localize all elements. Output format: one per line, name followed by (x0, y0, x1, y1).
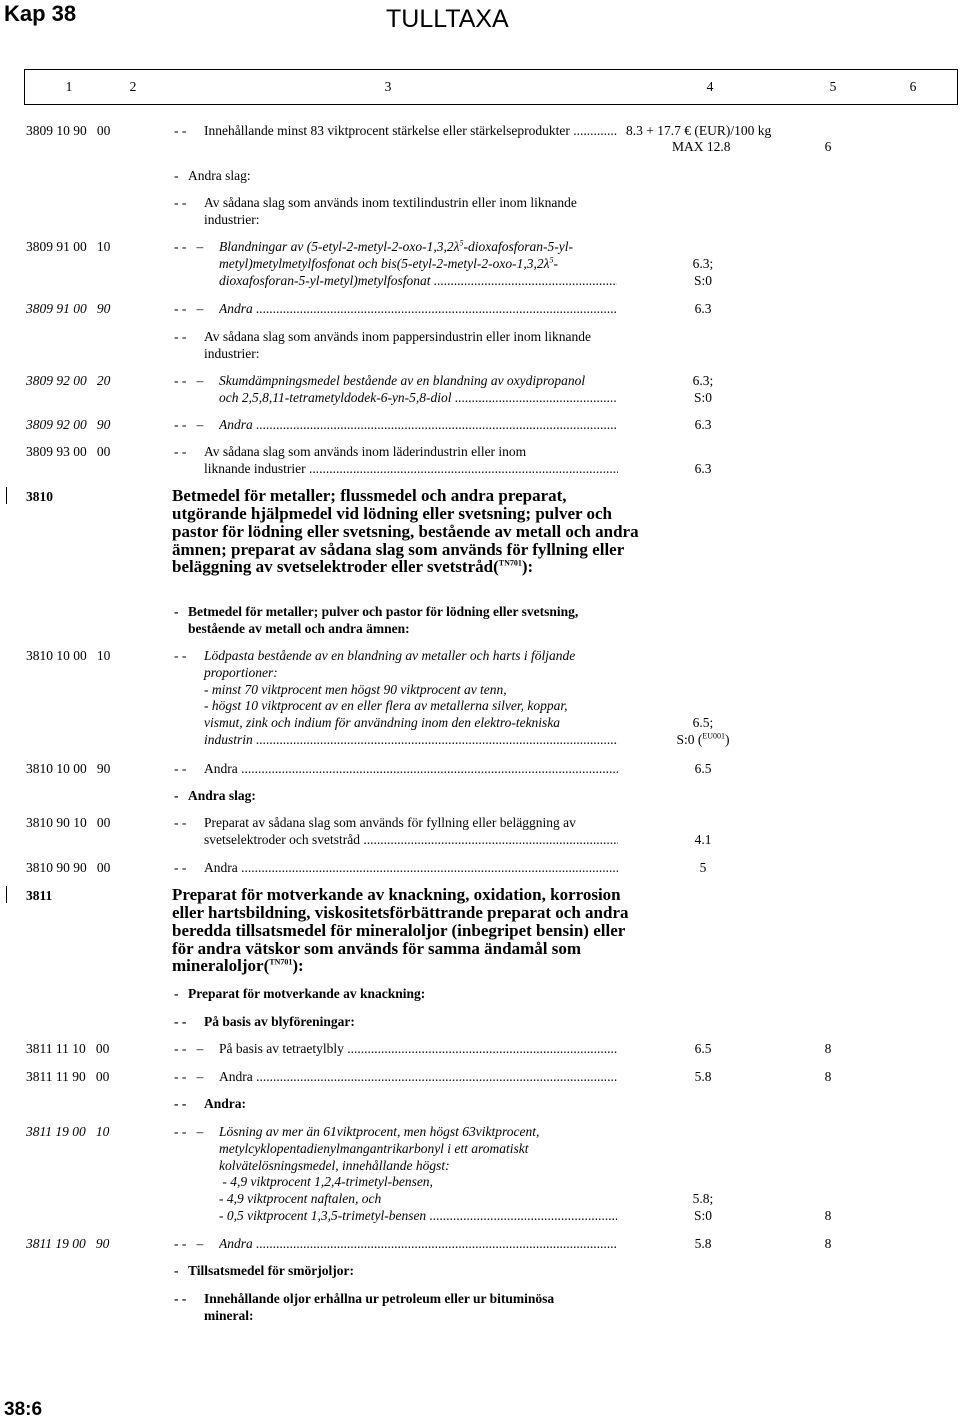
indent-dashes: - (174, 788, 179, 803)
description: - 4,9 viktprocent 1,2,4-trimetyl-bensen, (219, 1174, 433, 1189)
description: Andra ..... (219, 417, 617, 434)
heading-text: Betmedel för metaller; flussmedel och andra preparat, utgörande hjälpmedel vid lödning eller svetsning; pulver och pastor för lödning eller svetsning, bestående av metall och andra ämnen; preparat av sådana slag som används för fyllning eller beläggning av svetselektroder eller svetstråd($^{TN701}$): (172, 486, 639, 577)
column-header-6: 6 (909, 79, 917, 94)
duty-rate-suspension: S:0 (693, 273, 712, 288)
description: Andra ..... (219, 1069, 617, 1086)
description: svetselektroder och svetstråd ..... (204, 832, 618, 849)
column-5-value: 8 (824, 1208, 832, 1223)
tariff-code: 3811 11 90 00 (26, 1069, 110, 1084)
indent-dashes: - - (174, 648, 187, 663)
subheading: bestående av metall och andra ämnen: (188, 621, 410, 636)
duty-rate-suspension: S:0 (693, 390, 712, 405)
description: och 2,5,8,11-tetrametyldodek-6-yn-5,8-diol ..... (219, 390, 617, 407)
heading-code: 3811 (26, 888, 53, 903)
duty-rate: 6.3; (692, 256, 714, 271)
subheading: Tillsatsmedel för smörjoljor: (188, 1263, 354, 1278)
subheading: På basis av blyföreningar: (204, 1014, 355, 1029)
description: Preparat av sådana slag som används för fyllning eller beläggning av (204, 815, 576, 830)
column-header-1: 1 (65, 79, 73, 94)
indent-dashes: - - – (174, 301, 204, 316)
description: Lödpasta bestående av en blandning av metaller och harts i följande (204, 648, 576, 663)
indent-dashes: - - (174, 1291, 187, 1306)
tariff-code: 3811 11 10 00 (26, 1041, 110, 1056)
tariff-code: 3811 19 00 90 (26, 1236, 110, 1251)
duty-rate: 6.5; (692, 715, 714, 730)
duty-rate: 6.3; (692, 373, 714, 388)
indent-dashes: - (174, 1263, 179, 1278)
indent-dashes: - (174, 604, 179, 619)
tariff-code: 3810 90 90 00 (26, 860, 111, 875)
subheading: Preparat för motverkande av knackning: (188, 986, 426, 1001)
description: kolvätelösningsmedel, innehållande högst: (219, 1158, 450, 1173)
subheading: Av sådana slag som används inom textilindustrin eller inom liknande industrier: (204, 195, 577, 227)
indent-dashes: - - (174, 1014, 187, 1029)
column-header-2: 2 (129, 79, 137, 94)
indent-dashes: - - – (174, 373, 204, 388)
indent-dashes: - - – (174, 1124, 204, 1139)
duty-rate: 6.3 (694, 417, 712, 432)
duty-rate-suspension: S:0 (693, 1208, 712, 1223)
indent-dashes: - - (174, 1096, 187, 1111)
description: Andra ..... (219, 301, 617, 318)
duty-rate: 5.8 (694, 1236, 712, 1251)
duty-rate-suspension: S:0 ($^{EU001}$) (676, 731, 730, 747)
tariff-code: 3809 91 00 90 (26, 301, 111, 316)
subheading: Andra: (204, 1096, 247, 1111)
tariff-code: 3809 10 90 00 (26, 123, 111, 138)
duty-rate: 6.5 (694, 761, 712, 776)
subheading: Andra slag: (188, 788, 256, 803)
duty-rate: 8.3 + 17.7 € (EUR)/100 kg (626, 123, 772, 138)
indent-dashes: - - – (174, 1041, 204, 1056)
description: Lösning av mer än 61viktprocent, men högst 63viktprocent, (219, 1124, 540, 1139)
description: - högst 10 viktprocent av en eller flera av metallerna silver, koppar, (204, 698, 568, 713)
subheading: Innehållande oljor erhållna ur petroleum eller ur bituminösa (204, 1291, 555, 1306)
tariff-code: 3809 91 00 10 (26, 239, 111, 254)
duty-rate: 5.8 (694, 1069, 712, 1084)
description: metyl)metylmetylfosfonat och $bis(5-etyl-2-metyl-2-oxo-1,3,2\lambda^5-$ (219, 255, 558, 271)
indent-dashes: - - (174, 123, 187, 138)
indent-dashes: - - – (174, 417, 204, 432)
description: metylcyklopentadienylmangantrikarbonyl i ett aromatiskt (219, 1141, 529, 1156)
description: - 4,9 viktprocent naftalen, och (219, 1191, 382, 1206)
duty-rate: 5.8; (692, 1191, 714, 1206)
column-5-value: 8 (824, 1069, 832, 1084)
change-bar (6, 886, 7, 903)
description: Av sådana slag som används inom läderindustrin eller inom (204, 444, 527, 459)
heading-text: Preparat för motverkande av knackning, oxidation, korrosion eller hartsbildning, viskositetsförbättrande preparat och andra beredda tillsatsmedel för mineraloljor (inbegripet bensin) eller för andra vätskor som används för samma ändamål som mineraloljor($^{TN701}$): (172, 885, 629, 976)
indent-dashes: - - – (174, 1236, 204, 1251)
duty-rate: 6.3 (694, 301, 712, 316)
description: liknande industrier ..... (204, 461, 618, 478)
description: Andra ..... (204, 860, 618, 877)
indent-dashes: - - (174, 761, 187, 776)
subheading: Av sådana slag som används inom pappersindustrin eller inom liknande industrier: (204, 329, 592, 361)
chapter-label: Kap 38 (4, 1, 77, 26)
duty-rate: 6.5 (694, 1041, 712, 1056)
indent-dashes: - - (174, 860, 187, 875)
column-5-value: 8 (824, 1041, 832, 1056)
change-bar (6, 487, 7, 504)
description: Andra ..... (204, 761, 618, 778)
duty-rate: 4.1 (694, 832, 712, 847)
indent-dashes: - - (174, 815, 187, 830)
indent-dashes: - - – (174, 239, 204, 254)
tariff-code: 3810 10 00 90 (26, 761, 111, 776)
tariff-code: 3810 90 10 00 (26, 815, 111, 830)
description: Innehållande minst 83 viktprocent stärkelse eller stärkelseprodukter ..... (204, 123, 618, 140)
indent-dashes: - (174, 986, 179, 1001)
tariff-code: 3809 92 00 90 (26, 417, 111, 432)
column-header-3: 3 (384, 79, 392, 94)
document-title: TULLTAXA (386, 5, 509, 33)
description: - minst 70 viktprocent men högst 90 viktprocent av tenn, (204, 682, 507, 697)
indent-dashes: - - – (174, 1069, 204, 1084)
description: Blandningar av ($5-etyl-2-metyl-2-oxo-1,3,2\lambda^5-dioxafosforan-5-yl-$ (219, 238, 574, 254)
description: Andra ..... (219, 1236, 617, 1253)
duty-rate: 5 (699, 860, 707, 875)
column-header-4: 4 (706, 79, 714, 94)
heading-code: 3810 (26, 489, 53, 504)
description: vismut, zink och indium för användning inom den elektro-tekniska (204, 715, 561, 730)
indent-dashes: - - (174, 329, 187, 344)
duty-rate: 6.3 (694, 461, 712, 476)
tariff-code: 3809 93 00 00 (26, 444, 111, 459)
duty-rate-max: MAX 12.8 (672, 139, 731, 154)
indent-dashes: - - (174, 444, 187, 459)
tariff-code: 3810 10 00 10 (26, 648, 111, 663)
tariff-code: 3811 19 00 10 (26, 1124, 110, 1139)
indent-dashes: - - (174, 195, 187, 210)
indent-dashes: - (174, 168, 179, 183)
subheading: Betmedel för metaller; pulver och pastor för lödning eller svetsning, (188, 604, 579, 619)
subheading: Andra slag: (188, 168, 251, 183)
subheading: mineral: (204, 1308, 254, 1323)
description: Skumdämpningsmedel bestående av en blandning av oxydipropanol (219, 373, 586, 388)
column-header-5: 5 (829, 79, 837, 94)
tariff-code: 3809 92 00 20 (26, 373, 111, 388)
column-5-value: 8 (824, 1236, 832, 1251)
description: proportioner: (204, 665, 278, 680)
page-number: 38:6 (4, 1399, 43, 1420)
description: - 0,5 viktprocent 1,3,5-trimetyl-bensen ..... (219, 1208, 617, 1225)
description: industrin ..... (204, 732, 618, 749)
column-5-value: 6 (824, 139, 832, 154)
description: dioxafosforan-5-yl-metyl)metylfosfonat ..... (219, 273, 617, 290)
description: På basis av tetraetylbly ..... (219, 1041, 617, 1058)
